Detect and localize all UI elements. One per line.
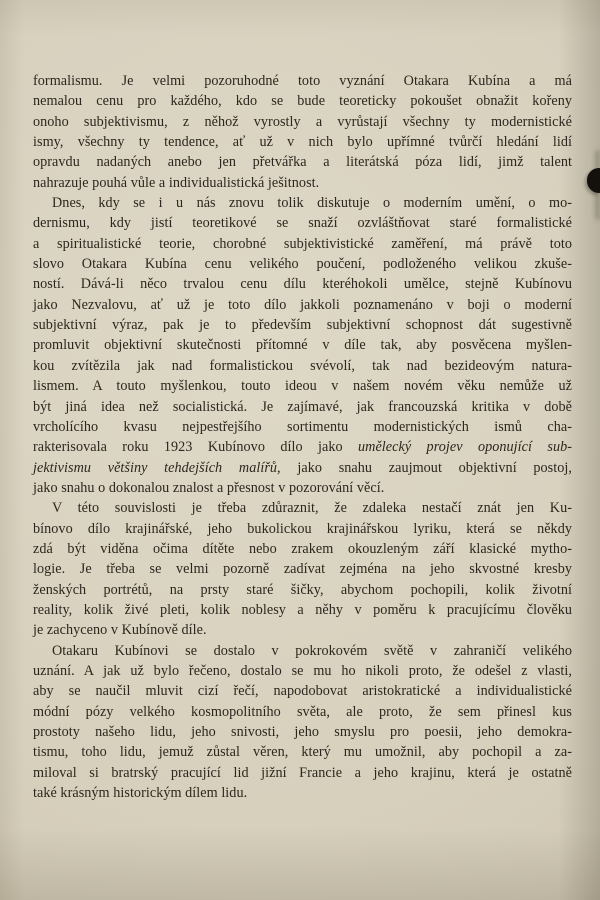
text-segment: subjektivní výraz, pak je to především subjektivní schopnost dát sugestivně xyxy=(33,317,572,334)
text-segment: miloval si bratrský pracující lid jižní Francie a jeho krajinu, která je ostatně xyxy=(33,764,572,781)
text-line xyxy=(33,417,572,437)
text-line xyxy=(33,376,572,396)
text-segment: tismu, toho lidu, jemuž zůstal věren, který mu umožnil, aby pochopil a za- xyxy=(33,744,572,761)
text-segment: rakterisovala roku 1923 Kubínovo dílo jako xyxy=(33,439,359,456)
text-segment: kou zvítězila jak nad formalistickou svévolí, tak nad bezideovým natura- xyxy=(33,357,572,374)
text-segment: zdá být viděna očima dítěte nebo zrakem okouzleným září klasické mytho- xyxy=(33,540,572,557)
text-line xyxy=(33,498,572,518)
text-line xyxy=(33,173,572,193)
text-segment-italic: jektivismu většiny tehdejších malířů xyxy=(33,459,278,476)
text-line xyxy=(33,681,572,701)
text-segment: ismy, všechny ty tendence, ať už v nich bylo upřímné tvůrčí hledání lidí xyxy=(33,134,572,151)
text-line xyxy=(33,112,572,132)
text-segment: je zachyceno v Kubínově díle. xyxy=(33,622,207,639)
text-segment: prostoty našeho lidu, jeho snivosti, jeho smyslu pro poesii, jeho demokra- xyxy=(33,724,572,740)
text-segment: formalismu. Je velmi pozoruhodné toto vyznání Otakara Kubína a má xyxy=(33,73,572,89)
text-line xyxy=(33,763,572,783)
text-segment: bínovo dílo krajinářské, jeho bukolickou krajinářskou lyriku, která se někdy xyxy=(33,520,572,537)
text-line xyxy=(33,234,572,254)
paragraph xyxy=(33,641,572,804)
text-line xyxy=(33,600,572,620)
text-line xyxy=(33,254,572,274)
text-segment: jako Nezvalovu, ať už je toto dílo jakkoli poznamenáno v boji o moderní xyxy=(33,296,572,313)
text-line xyxy=(33,539,572,559)
text-line xyxy=(33,641,572,661)
text-segment: V této souvislosti je třeba zdůraznit, že zdaleka nestačí znát jen Ku- xyxy=(52,500,572,517)
text-line xyxy=(33,397,572,417)
text-segment: lismem. A touto myšlenkou, touto ideou v našem novém věku nemůže už xyxy=(33,378,572,395)
text-line xyxy=(33,193,572,213)
text-segment: být jiná idea než socialistická. Je zajímavé, jak francouzská kritika v době xyxy=(33,398,572,415)
text-segment: nahrazuje pouhá vůle a individualistická ješitnost. xyxy=(33,174,320,191)
text-segment: uznání. A jak už bylo řečeno, dostalo se mu ho nikoli proto, že odešel z vlasti, xyxy=(33,662,572,679)
text-line xyxy=(33,661,572,681)
text-segment: také krásným historickým dílem lidu. xyxy=(33,785,248,802)
text-segment: dernismu, kdy jistí teoretikové se snaží ozvláštňovat staré formalistické xyxy=(33,215,572,232)
text-segment: ženských portrétů, na prsty staré šičky, abychom pochopili, kolik životní xyxy=(33,581,572,598)
text-segment: Dnes, kdy se i u nás znovu tolik diskutuje o moderním umění, o mo- xyxy=(52,195,572,212)
text-line xyxy=(33,437,572,457)
text-segment: onoho subjektivismu, z něhož vyrostly a vyrůstají všechny ty modernistické xyxy=(33,113,572,130)
text-line xyxy=(33,783,572,803)
text-line xyxy=(33,315,572,335)
text-segment-italic: umělecký projev oponující sub- xyxy=(358,439,573,456)
text-line xyxy=(33,742,572,762)
text-segment: promluvit objektivní skutečnosti přítomné v díle tak, aby posvěcena myšlen- xyxy=(33,337,572,354)
text-line xyxy=(33,702,572,722)
text-line xyxy=(33,580,572,600)
text-segment: slovo Otakara Kubína cenu velikého poučení, podloženého velikou zkuše- xyxy=(33,256,572,273)
paragraph xyxy=(33,193,572,498)
text-segment: nemalou cenu pro každého, kdo se bude teoreticky pokoušet obnažit kořeny xyxy=(33,93,572,110)
text-segment: reality, kolik živé pleti, kolik noblesy a něhy v poměru k pracujícímu člověku xyxy=(33,601,572,618)
text-line xyxy=(33,620,572,640)
text-line xyxy=(33,519,572,539)
page-text-block xyxy=(33,71,572,803)
text-line xyxy=(33,295,572,315)
text-segment: opravdu nadaných anebo jen přetvářka a literátská póza lidí, jimž talent xyxy=(33,154,572,171)
text-line xyxy=(33,458,572,478)
text-line xyxy=(33,722,572,742)
text-line xyxy=(33,356,572,376)
text-line xyxy=(33,274,572,294)
text-line xyxy=(33,152,572,172)
paragraph xyxy=(33,71,572,193)
text-segment: , jako snahu zaujmout objektivní postoj, xyxy=(277,459,572,476)
text-segment: aby se naučil mluvit cizí řečí, napodobovat aristokratické a individualistické xyxy=(33,683,572,700)
text-segment: módní pózy velkého kosmopolitního světa, ale proto, že sem přinesl kus xyxy=(33,703,572,720)
text-segment: Otakaru Kubínovi se dostalo v pokrokovém světě v zahraničí velikého xyxy=(52,642,572,659)
text-segment: vrcholícího kvasu nejpestřejšího sortimentu modernistických ismů cha- xyxy=(33,418,572,435)
text-segment: ností. Dává-li něco trvalou cenu dílu kteréhokoli umělce, stejně Kubínovu xyxy=(33,276,572,293)
scan-artifact-ink-blot xyxy=(587,168,600,193)
text-line xyxy=(33,478,572,498)
text-line xyxy=(33,213,572,233)
text-line xyxy=(33,559,572,579)
text-line xyxy=(33,132,572,152)
paragraph xyxy=(33,498,572,640)
text-line xyxy=(33,335,572,355)
text-segment: logie. Je třeba se velmi pozorně zadívat zejména na jeho skvostné kresby xyxy=(33,561,572,578)
text-segment: jako snahu o dokonalou znalost a přesnost v pozorování věcí. xyxy=(33,479,385,496)
text-line xyxy=(33,91,572,111)
text-line xyxy=(33,71,572,91)
text-segment: a spiritualistické teorie, chorobné subjektivistické zaměření, má právě toto xyxy=(33,235,572,252)
